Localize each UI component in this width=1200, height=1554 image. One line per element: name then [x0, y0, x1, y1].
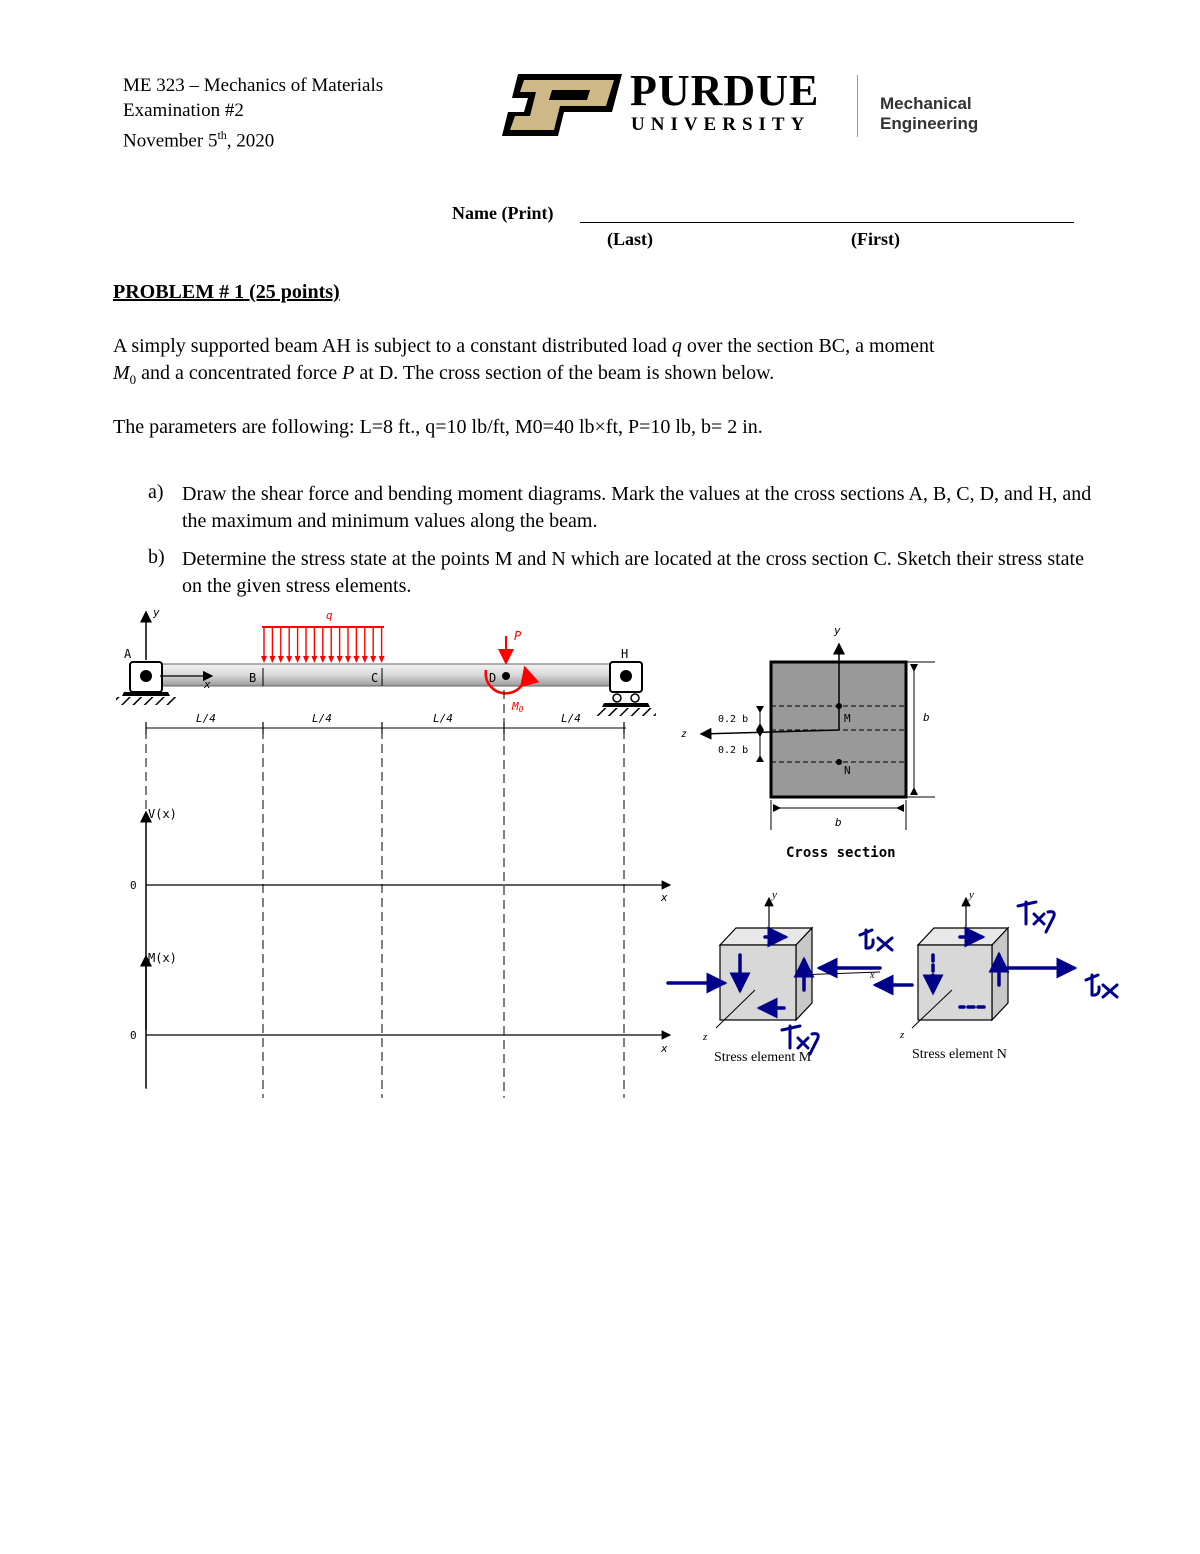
name-label: Name (Print) — [452, 203, 554, 223]
point-m-dot — [836, 703, 842, 709]
beam-body — [146, 664, 626, 686]
caption-stress-element-n: Stress element N — [912, 1047, 1007, 1062]
cross-section-caption: Cross section — [786, 845, 896, 861]
dim-b-right-label: b — [923, 711, 930, 724]
purdue-p-mark-icon — [500, 72, 625, 140]
logo-divider — [857, 75, 858, 137]
dim-label-3: L/4 — [433, 712, 453, 725]
item-b-letter: b) — [148, 546, 165, 568]
q-arrow-head — [295, 656, 301, 663]
dim-label-2: L/4 — [312, 712, 332, 725]
shear-label: V(x) — [148, 807, 177, 821]
point-n-dot — [836, 759, 842, 765]
label-c: C — [371, 671, 379, 685]
q-arrow-head — [337, 656, 343, 663]
purdue-logo — [500, 66, 1070, 142]
cs-point-m: M — [844, 712, 851, 725]
moment-zero: 0 — [130, 1029, 137, 1042]
item-a-text: Draw the shear force and bending moment diagrams. Mark the values at the cross sections A, B, C, D, and H, and the maximum and minimum values along the beam. — [182, 483, 1092, 532]
beam-x-label: x — [204, 678, 211, 691]
label-b: B — [249, 671, 257, 685]
dim-lower-label: 0.2 b — [718, 745, 749, 756]
purdue-wordmark: PURDUE — [630, 66, 820, 115]
dim-b-bottom-label: b — [835, 816, 842, 829]
q-arrow-head — [303, 656, 309, 663]
dim-label-4: L/4 — [561, 712, 581, 725]
problem-title: PROBLEM # 1 (25 points) — [113, 281, 340, 303]
item-b-text: Determine the stress state at the points M and N which are located at the cross section C. Sketch their stress state on the given stress elements. — [182, 548, 1084, 597]
point-d-dot — [502, 672, 510, 680]
q-arrow-head — [286, 656, 292, 663]
section-guides — [146, 690, 624, 1098]
course-title: ME 323 – Mechanics of Materials — [123, 75, 384, 96]
university-wordmark: UNIVERSITY — [631, 114, 811, 135]
q-arrow-head — [311, 656, 317, 663]
label-q: q — [326, 609, 333, 622]
q-arrow-head — [278, 656, 284, 663]
cs-y-label: y — [834, 624, 841, 637]
label-a: A — [124, 647, 132, 661]
problem-intro: A simply supported beam AH is subject to a constant distributed load q over the section BC, a moment $M_0$ and a concentrated force P at D. The cross section of the beam is shown below. — [113, 335, 935, 387]
caption-stress-element-m: Stress element M — [714, 1050, 812, 1065]
first-name-label: (First) — [851, 229, 900, 249]
department-name: Mechanical Engineering — [880, 94, 979, 133]
label-p: P — [514, 629, 522, 643]
cs-point-n: N — [844, 764, 851, 777]
q-arrow-head — [269, 656, 275, 663]
problem-parameters: The parameters are following: L=8 ft., q=10 lb/ft, M0=40 lb×ft, P=10 lb, b= 2 in. — [113, 416, 763, 438]
dim-upper-label: 0.2 b — [718, 714, 749, 725]
label-h: H — [621, 647, 629, 661]
elem-m-z-label: z — [703, 1031, 708, 1043]
moment-label: M(x) — [148, 951, 177, 965]
cross-section-figure — [670, 618, 950, 868]
dim-label-1: L/4 — [196, 712, 216, 725]
q-arrow-head — [328, 656, 334, 663]
last-name-label: (Last) — [607, 229, 653, 249]
label-d: D — [489, 671, 497, 685]
moment-x-label: x — [661, 1042, 668, 1055]
beam-figure — [0, 600, 700, 1110]
q-arrow-head — [261, 656, 267, 663]
q-arrow-head — [362, 656, 368, 663]
q-arrow-head — [320, 656, 326, 663]
q-arrow-head — [353, 656, 359, 663]
cs-z-label: z — [681, 729, 688, 740]
distributed-load-q — [261, 626, 385, 663]
item-a-letter: a) — [148, 481, 164, 503]
elem-n-z-label: z — [900, 1029, 905, 1041]
stress-elements-figure — [660, 880, 1130, 1070]
elem-m-x-label: x — [870, 970, 875, 981]
shear-zero: 0 — [130, 879, 137, 892]
q-arrow-head — [345, 656, 351, 663]
label-m0: M0 — [512, 700, 524, 714]
elem-m-y-label: y — [772, 889, 777, 901]
name-underline — [580, 222, 1074, 223]
beam-y-label: y — [153, 606, 160, 619]
exam-date: November 5th, 2020 — [123, 128, 275, 152]
q-arrow-head — [370, 656, 376, 663]
exam-header — [123, 73, 383, 153]
q-arrow-head — [379, 656, 385, 663]
shear-x-label: x — [661, 891, 668, 904]
exam-number: Examination #2 — [123, 100, 244, 121]
elem-n-y-label: y — [969, 889, 974, 901]
